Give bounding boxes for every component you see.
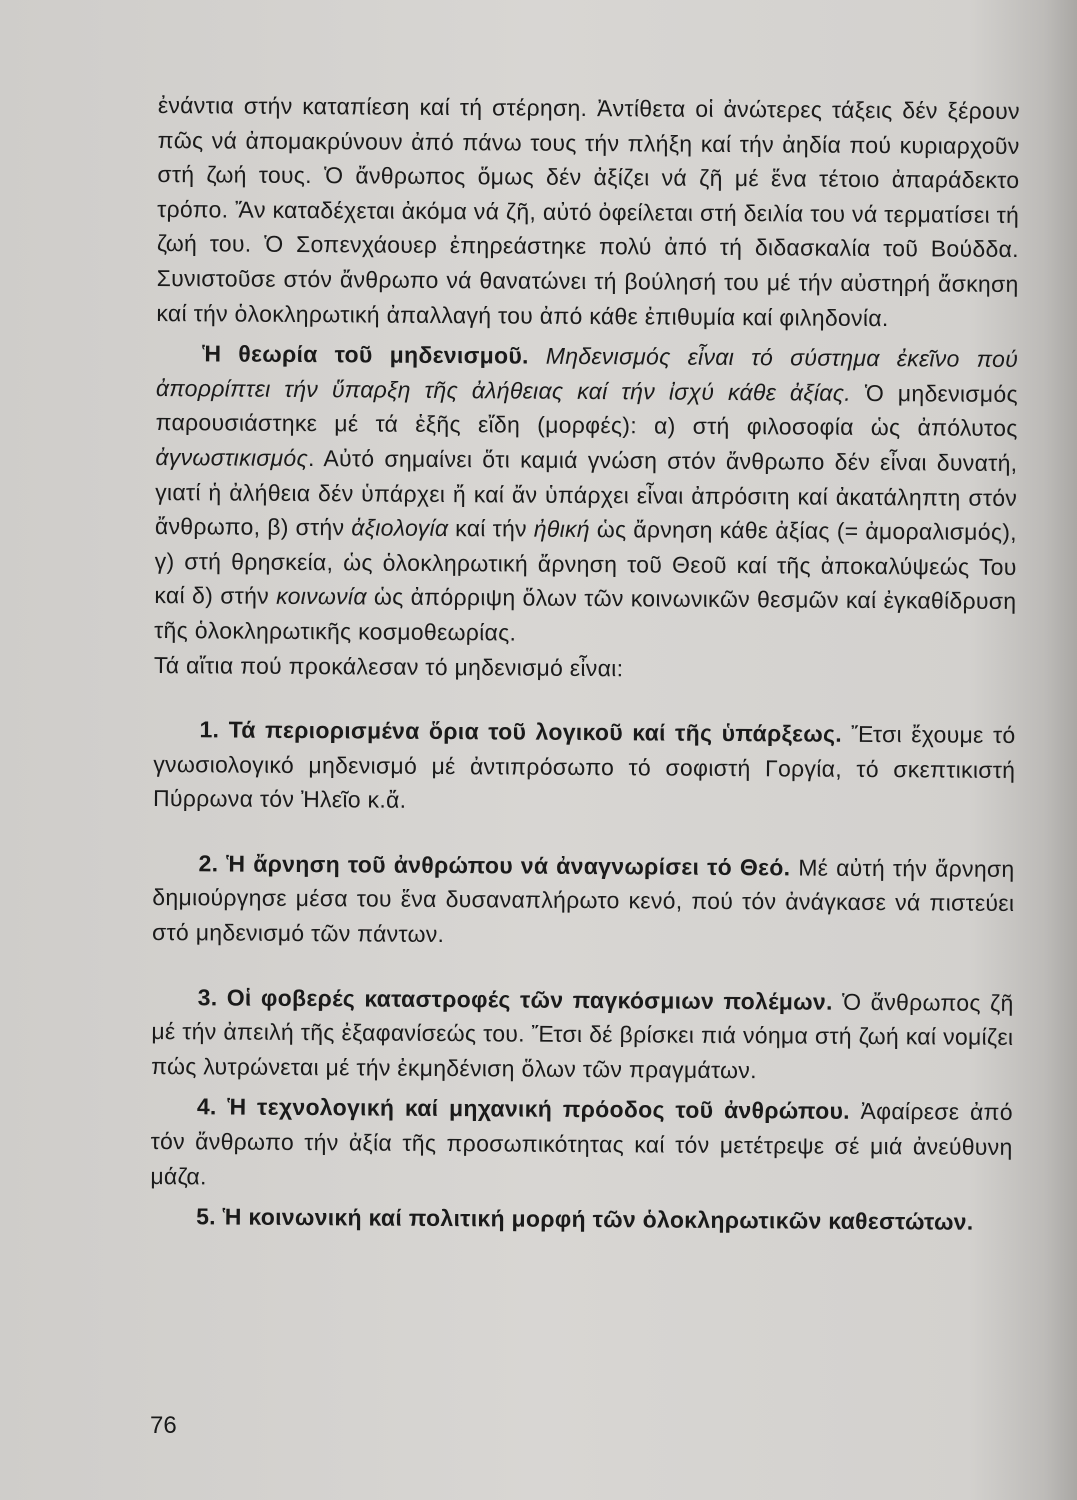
nihilism-text-3: καί τήν xyxy=(448,515,534,542)
nihilism-heading: Ἡ θεωρία τοῦ μηδενισμοῦ. xyxy=(202,340,529,369)
cause-title: 1. Τά περιορισμένα ὅρια τοῦ λογικοῦ καί τῆς ὑπάρξεως. xyxy=(199,716,843,747)
causes-intro: Τά αἴτια πού προκάλεσαν τό μηδενισμό εἶναι: xyxy=(153,651,624,681)
page-text xyxy=(150,88,1020,1240)
nihilism-text-5: ὡς ἀπόρριψη ὅλων τῶν κοινωνικῶν θεσμῶν καί ἐγκαθίδρυση τῆς ὁλοκληρωτικῆς κοσμοθεωρίας. xyxy=(154,583,1017,646)
cause-item xyxy=(151,980,1014,1090)
cause-text: Μέ αὐτή τήν ἄρνηση δημιούργησε μέσα του ἕνα δυσαναπλήρωτο κενό, πού τόν ἀνάγκασε νά πιστεύει στό μηδενισμό τῶν πάντων. xyxy=(152,854,1015,948)
cause-title: 5. Ἡ κοινωνική καί πολιτική μορφή τῶν ὁλοκληρωτικῶν καθεστώτων. xyxy=(196,1203,974,1235)
nihilism-emph-ethics: ἠθική xyxy=(533,515,591,543)
nihilism-text-2: . Αὐτό σημαίνει ὅτι καμιά γνώση στόν ἄνθρωπο δέν εἶναι δυνατή, γιατί ἡ ἀλήθεια δέν ὑπάρχει ἤ καί ἄν ὑπάρχει εἶναι ἀπρόσιτη καί ἀκατάληπτη στόν ἄνθρωπο, β) στήν xyxy=(154,444,1018,541)
cause-title: 2. Ἡ ἄρνηση τοῦ ἀνθρώπου νά ἀναγνωρίσει τό Θεό. xyxy=(198,850,791,881)
nihilism-emph-agnosticism: ἀγνωστικισμός xyxy=(155,443,309,471)
nihilism-paragraph xyxy=(154,336,1018,653)
page-number: 76 xyxy=(150,1412,177,1439)
cause-item xyxy=(150,1199,1012,1240)
nihilism-text-1: Ὁ μηδενισμός παρουσιάστηκε μέ τά ἑξῆς εἴδη (μορφές): α) στή φιλοσοφία ὡς ἀπόλυτος xyxy=(155,379,1018,442)
cause-title: 3. Οἱ φοβερές καταστροφές τῶν παγκόσμιων πολέμων. xyxy=(197,983,833,1015)
intro-paragraph: ἐνάντια στήν καταπίεση καί τή στέρηση. Ἀντίθετα οἱ ἀνώτερες τάξεις δέν ξέρουν πῶς νά ἀπομακρύνουν ἀπό πάνω τους τήν πλήξη καί τήν ἀηδία πού κυριαρχοῦν στή ζωή τους. Ὁ ἄνθρωπος ὅμως δέν ἀξίζει νά ζῆ μέ ἕνα τέτοιο ἀπαράδεκτο τρόπο. Ἄν καταδέχεται ἀκόμα νά ζῆ, αὐτό ὀφείλεται στή δειλία του νά τερματίσει τή ζωή του. Ὁ Σοπενχάουερ ἐπηρεάστηκε πολύ ἀπό τή διδασκαλία τοῦ Βούδδα. Συνιστοῦσε στόν ἄνθρωπο νά θανατώνει τή βούλησή του μέ τήν αὐστηρή ἄσκηση καί τήν ὁλοκληρωτική ἀπαλλαγή του ἀπό κάθε ἐπιθυμία καί φιληδονία. xyxy=(156,91,1020,331)
nihilism-emph-society: κοινωνία xyxy=(276,583,367,610)
cause-text: Ἀφαίρεσε ἀπό τόν ἄνθρωπο τήν ἀξία τῆς προσωπικότητας καί τόν μετέτρεψε σέ μιά ἀνεύθυνη μάζα. xyxy=(150,1098,1013,1189)
cause-text: Ἔτσι ἔχουμε τό γνωσιολογικό μηδενισμό μέ ἀντιπρόσωπο τό σοφιστή Γοργία, τό σκεπτικιστή Πύρρωνα τόν Ἠλεῖο κ.ἄ. xyxy=(152,720,1016,814)
nihilism-text-4: ὡς ἄρνηση κάθε ἀξίας (= ἀμοραλισμός), γ) στή θρησκεία, ὡς ὁλοκληρωτική ἄρνηση τοῦ Θεοῦ καί τῆς ἀποκαλύψεώς Του καί δ) στήν xyxy=(154,516,1018,610)
cause-item xyxy=(152,846,1015,956)
cause-item xyxy=(153,712,1016,822)
cause-text: Ὁ ἄνθρωπος ζῆ μέ τήν ἀπειλή τῆς ἐξαφανίσεώς του. Ἔτσι δέ βρίσκει πιά νόημα στή ζωή καί νομίζει πώς λυτρώνεται μέ τήν ἐκμηδένιση ὅλων τῶν πραγμάτων. xyxy=(151,988,1014,1084)
nihilism-definition: Μηδενισμός εἶναι τό σύστημα ἐκεῖνο πού ἀπορρίπτει τήν ὕπαρξη τῆς ἀλήθειας καί τήν ἰσχύ κάθε ἀξίας. xyxy=(155,342,1019,406)
cause-title: 4. Ἡ τεχνολογική καί μηχανική πρόοδος τοῦ ἀνθρώπου. xyxy=(196,1093,850,1125)
cause-item xyxy=(150,1089,1013,1199)
nihilism-emph-axiology: ἀξιολογία xyxy=(351,514,449,542)
